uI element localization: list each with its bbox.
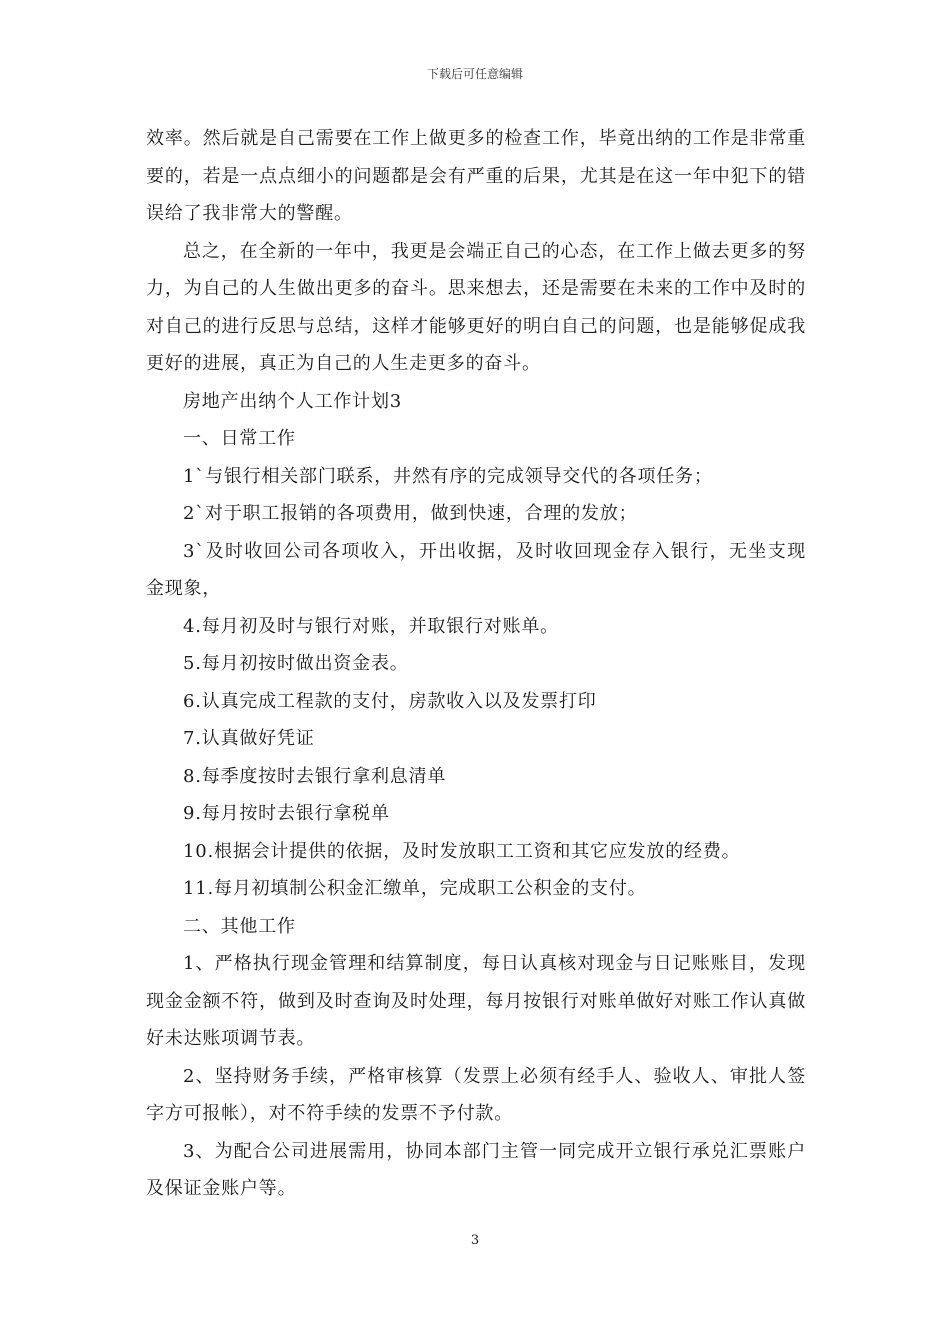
list-item: 4.每月初及时与银行对账，并取银行对账单。: [183, 615, 559, 637]
list-item: 2、坚持财务手续，严格审核算（发票上必须有经手人、验收人、审批人签字方可报帐），对不符手续的发票不予付款。: [146, 1065, 806, 1124]
list-item: 11.每月初填制公积金汇缴单，完成职工公积金的支付。: [183, 878, 647, 899]
list-item: 1`与银行相关部门联系，井然有序的完成领导交代的各项任务；: [183, 465, 713, 487]
list-item: 6.认真完成工程款的支付，房款收入以及发票打印: [183, 690, 597, 712]
list-item: 9.每月按时去银行拿税单: [183, 803, 390, 824]
list-item: 1、严格执行现金管理和结算制度，每日认真核对现金与日记账账目，发现现金金额不符，做到及时查询及时处理，每月按银行对账单做好对账工作认真做好未达账项调节表。: [146, 953, 806, 1049]
list-item: 7.认真做好凭证: [183, 728, 315, 749]
list-item: 5.每月初按时做出资金表。: [183, 653, 409, 674]
list-item: 3、为配合公司进展需用，协同本部门主管一同完成开立银行承兑汇票账户及保证金账户等。: [146, 1140, 806, 1199]
page-number: 3: [470, 1233, 480, 1248]
section-heading: 二、其他工作: [183, 915, 296, 937]
list-item: 10.根据会计提供的依据，及时发放职工工资和其它应发放的经费。: [183, 840, 741, 862]
list-item: 2`对于职工报销的各项费用，做到快速，合理的发放；: [183, 503, 638, 524]
page-header: 下载后可任意编辑: [426, 67, 523, 81]
paragraph: 效率。然后就是自己需要在工作上做更多的检查工作，毕竟出纳的工作是非常重要的，若是一点点细小的问题都是会有严重的后果，尤其是在这一年中犯下的错误给了我非常大的警醒。: [146, 128, 806, 224]
section-title: 房地产出纳个人工作计划3: [183, 390, 403, 412]
list-item: 3`及时收回公司各项收入，开出收据，及时收回现金存入银行，无坐支现金现象，: [146, 540, 806, 599]
paragraph: 总之，在全新的一年中，我更是会端正自己的心态，在工作上做去更多的努力，为自己的人生做出更多的奋斗。思来想去，还是需要在未来的工作中及时的对自己的进行反思与总结，这样才能够更好的明白自己的问题，也是能够促成我更好的进展，真正为自己的人生走更多的奋斗。: [146, 240, 806, 374]
document-body: [146, 120, 806, 1208]
section-heading: 一、日常工作: [183, 428, 296, 449]
list-item: 8.每季度按时去银行拿利息清单: [183, 765, 447, 787]
